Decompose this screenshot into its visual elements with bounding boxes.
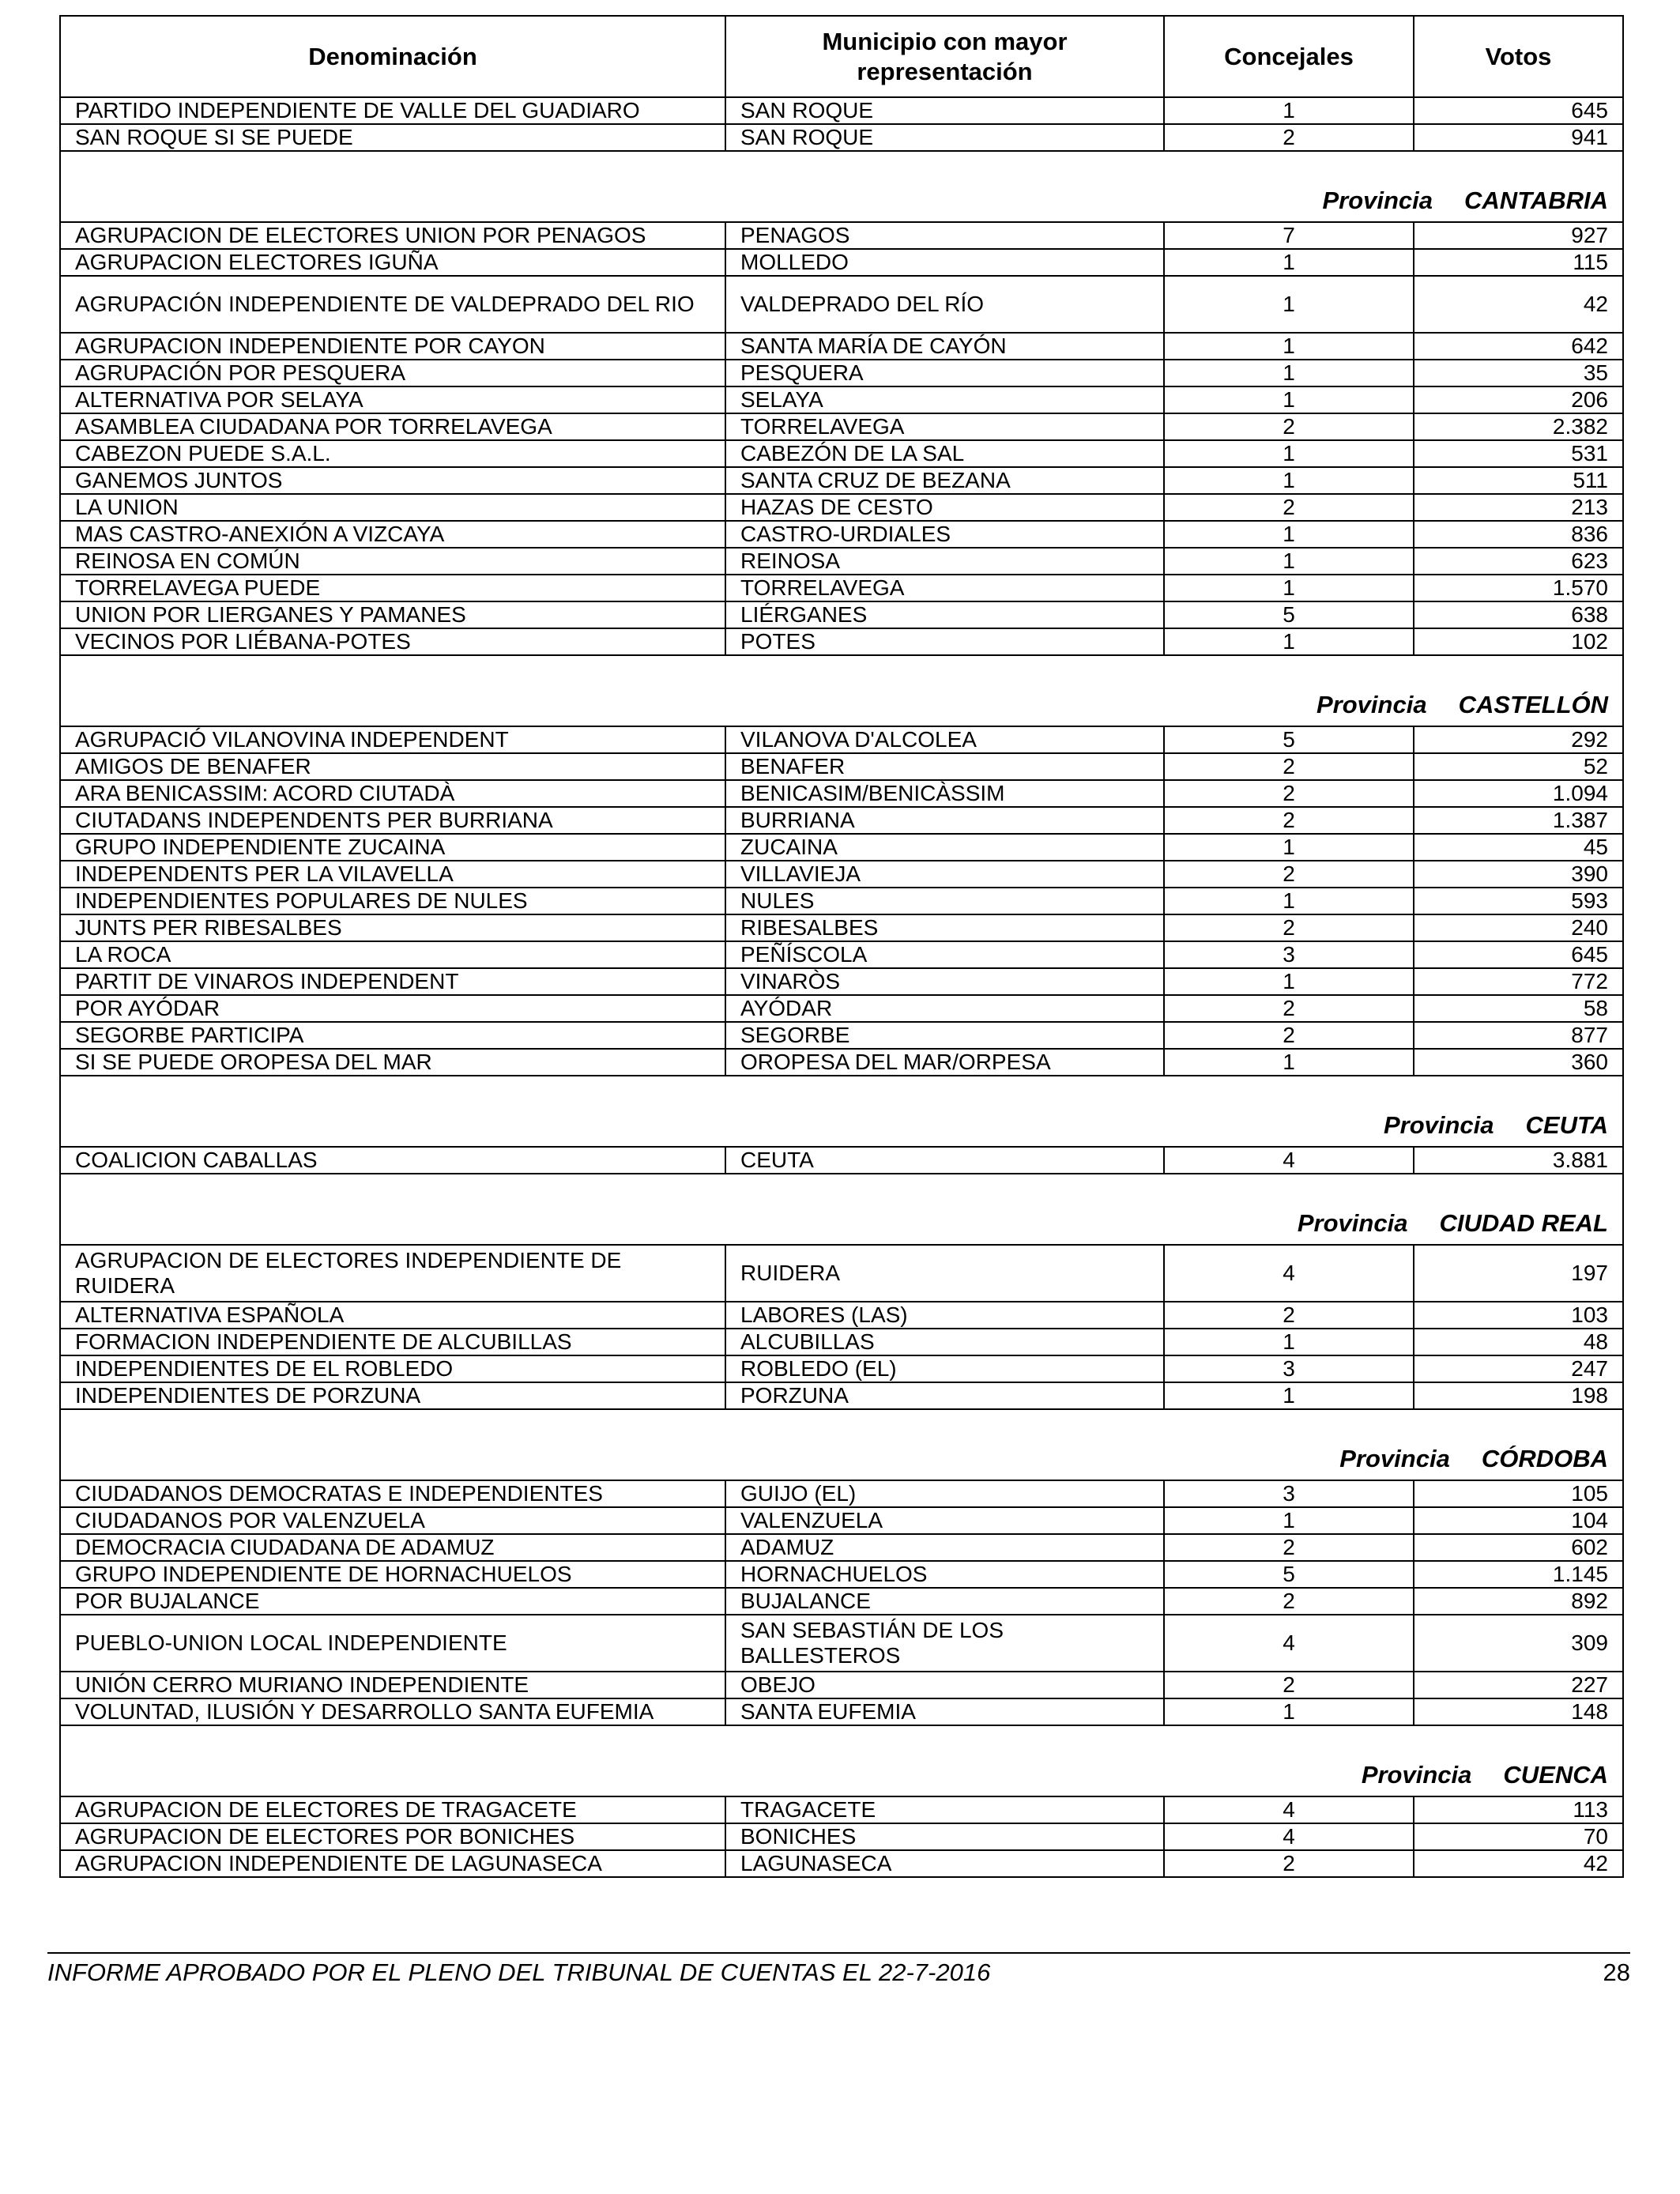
header-concejales: Concejales — [1164, 16, 1414, 97]
cell-votos: 360 — [1414, 1049, 1623, 1076]
table-row — [60, 413, 1623, 440]
province-name: CASTELLÓN — [1458, 691, 1608, 718]
cell-municipio: RUIDERA — [725, 1245, 1164, 1302]
cell-concejales: 1 — [1164, 276, 1414, 333]
table-row — [60, 726, 1623, 753]
cell-municipio: CASTRO-URDIALES — [725, 521, 1164, 548]
cell-concejales: 5 — [1164, 1561, 1414, 1588]
cell-votos: 927 — [1414, 222, 1623, 249]
table-row — [60, 1615, 1623, 1672]
cell-votos: 247 — [1414, 1355, 1623, 1382]
table-row — [60, 1355, 1623, 1382]
cell-concejales: 3 — [1164, 1480, 1414, 1507]
cell-concejales: 2 — [1164, 1672, 1414, 1698]
cell-votos: 1.094 — [1414, 780, 1623, 807]
table-row — [60, 834, 1623, 861]
cell-concejales: 4 — [1164, 1245, 1414, 1302]
cell-denominacion: VECINOS POR LIÉBANA-POTES — [60, 628, 725, 655]
cell-concejales: 4 — [1164, 1823, 1414, 1850]
table-header-row — [60, 16, 1623, 97]
cell-municipio: ZUCAINA — [725, 834, 1164, 861]
cell-denominacion: CIUDADANOS DEMOCRATAS E INDEPENDIENTES — [60, 1480, 725, 1507]
cell-municipio: SAN SEBASTIÁN DE LOS BALLESTEROS — [725, 1615, 1164, 1672]
cell-municipio: GUIJO (EL) — [725, 1480, 1164, 1507]
province-name: CEUTA — [1525, 1111, 1608, 1139]
table-row — [60, 861, 1623, 888]
cell-concejales: 1 — [1164, 968, 1414, 995]
results-table — [59, 15, 1624, 1878]
cell-municipio: OBEJO — [725, 1672, 1164, 1698]
cell-votos: 197 — [1414, 1245, 1623, 1302]
table-row — [60, 494, 1623, 521]
cell-votos: 102 — [1414, 628, 1623, 655]
cell-votos: 48 — [1414, 1329, 1623, 1355]
cell-denominacion: ARA BENICASSIM: ACORD CIUTADÀ — [60, 780, 725, 807]
province-header-row — [60, 655, 1623, 726]
cell-concejales: 1 — [1164, 1698, 1414, 1725]
page-number: 28 — [1603, 1958, 1630, 1986]
cell-denominacion: AGRUPACIÓN INDEPENDIENTE DE VALDEPRADO DEL RIO — [60, 276, 725, 333]
cell-concejales: 1 — [1164, 249, 1414, 276]
cell-votos: 623 — [1414, 548, 1623, 575]
cell-concejales: 2 — [1164, 780, 1414, 807]
cell-votos: 115 — [1414, 249, 1623, 276]
table-row — [60, 1507, 1623, 1534]
cell-concejales: 1 — [1164, 628, 1414, 655]
cell-denominacion: SI SE PUEDE OROPESA DEL MAR — [60, 1049, 725, 1076]
cell-concejales: 1 — [1164, 440, 1414, 467]
province-label: Provincia — [1297, 1209, 1408, 1237]
cell-votos: 70 — [1414, 1823, 1623, 1850]
cell-municipio: PEÑÍSCOLA — [725, 941, 1164, 968]
cell-municipio: VINARÒS — [725, 968, 1164, 995]
cell-concejales: 1 — [1164, 1382, 1414, 1409]
province-label: Provincia — [1361, 1761, 1472, 1789]
table-row — [60, 440, 1623, 467]
cell-municipio: LAGUNASECA — [725, 1850, 1164, 1877]
cell-concejales: 1 — [1164, 1049, 1414, 1076]
cell-denominacion: AGRUPACIÓ VILANOVINA INDEPENDENT — [60, 726, 725, 753]
cell-concejales: 7 — [1164, 222, 1414, 249]
cell-votos: 3.881 — [1414, 1147, 1623, 1174]
cell-municipio: LABORES (LAS) — [725, 1302, 1164, 1329]
cell-municipio: SANTA CRUZ DE BEZANA — [725, 467, 1164, 494]
cell-concejales: 1 — [1164, 360, 1414, 386]
table-row — [60, 1147, 1623, 1174]
province-header-row — [60, 151, 1623, 222]
cell-concejales: 2 — [1164, 861, 1414, 888]
cell-votos: 148 — [1414, 1698, 1623, 1725]
cell-municipio: TRAGACETE — [725, 1796, 1164, 1823]
cell-municipio: ROBLEDO (EL) — [725, 1355, 1164, 1382]
cell-municipio: RIBESALBES — [725, 914, 1164, 941]
cell-municipio: SAN ROQUE — [725, 97, 1164, 124]
cell-denominacion: INDEPENDIENTES DE EL ROBLEDO — [60, 1355, 725, 1382]
cell-concejales: 2 — [1164, 124, 1414, 151]
cell-municipio: SAN ROQUE — [725, 124, 1164, 151]
cell-votos: 593 — [1414, 888, 1623, 914]
cell-denominacion: POR BUJALANCE — [60, 1588, 725, 1615]
cell-votos: 42 — [1414, 1850, 1623, 1877]
province-header-cell — [60, 1409, 1623, 1480]
province-header-row — [60, 1409, 1623, 1480]
cell-concejales: 5 — [1164, 726, 1414, 753]
province-label: Provincia — [1339, 1445, 1450, 1472]
cell-municipio: BUJALANCE — [725, 1588, 1164, 1615]
province-header-cell — [60, 151, 1623, 222]
page-footer — [47, 1952, 1630, 1987]
cell-concejales: 1 — [1164, 1329, 1414, 1355]
cell-denominacion: POR AYÓDAR — [60, 995, 725, 1022]
cell-municipio: VALENZUELA — [725, 1507, 1164, 1534]
cell-votos: 105 — [1414, 1480, 1623, 1507]
cell-denominacion: CIUTADANS INDEPENDENTS PER BURRIANA — [60, 807, 725, 834]
cell-municipio: POTES — [725, 628, 1164, 655]
cell-votos: 511 — [1414, 467, 1623, 494]
cell-votos: 941 — [1414, 124, 1623, 151]
cell-votos: 877 — [1414, 1022, 1623, 1049]
cell-concejales: 1 — [1164, 333, 1414, 360]
cell-municipio: PORZUNA — [725, 1382, 1164, 1409]
cell-denominacion: CIUDADANOS POR VALENZUELA — [60, 1507, 725, 1534]
cell-concejales: 1 — [1164, 834, 1414, 861]
table-row — [60, 222, 1623, 249]
cell-concejales: 2 — [1164, 753, 1414, 780]
cell-concejales: 1 — [1164, 1507, 1414, 1534]
cell-concejales: 2 — [1164, 494, 1414, 521]
cell-votos: 772 — [1414, 968, 1623, 995]
cell-votos: 45 — [1414, 834, 1623, 861]
cell-votos: 206 — [1414, 386, 1623, 413]
cell-municipio: SELAYA — [725, 386, 1164, 413]
table-row — [60, 1796, 1623, 1823]
cell-votos: 227 — [1414, 1672, 1623, 1698]
table-row — [60, 1588, 1623, 1615]
cell-denominacion: GANEMOS JUNTOS — [60, 467, 725, 494]
cell-votos: 390 — [1414, 861, 1623, 888]
table-row — [60, 1022, 1623, 1049]
province-label: Provincia — [1383, 1111, 1494, 1139]
province-header-row — [60, 1076, 1623, 1147]
cell-municipio: LIÉRGANES — [725, 601, 1164, 628]
header-municipio: Municipio con mayor representación — [725, 16, 1164, 97]
cell-concejales: 4 — [1164, 1147, 1414, 1174]
table-row — [60, 968, 1623, 995]
cell-concejales: 1 — [1164, 521, 1414, 548]
table-row — [60, 1329, 1623, 1355]
cell-denominacion: AGRUPACION ELECTORES IGUÑA — [60, 249, 725, 276]
table-row — [60, 780, 1623, 807]
table-row — [60, 1480, 1623, 1507]
table-row — [60, 1049, 1623, 1076]
table-row — [60, 1698, 1623, 1725]
province-name: CANTABRIA — [1464, 187, 1608, 214]
province-header-cell — [60, 1725, 1623, 1796]
cell-denominacion: LA ROCA — [60, 941, 725, 968]
province-label: Provincia — [1317, 691, 1427, 718]
table-row — [60, 548, 1623, 575]
province-name: CIUDAD REAL — [1439, 1209, 1608, 1237]
cell-votos: 198 — [1414, 1382, 1623, 1409]
cell-denominacion: AMIGOS DE BENAFER — [60, 753, 725, 780]
cell-votos: 642 — [1414, 333, 1623, 360]
table-row — [60, 1534, 1623, 1561]
table-row — [60, 97, 1623, 124]
cell-concejales: 1 — [1164, 97, 1414, 124]
cell-concejales: 2 — [1164, 413, 1414, 440]
cell-denominacion: AGRUPACIÓN POR PESQUERA — [60, 360, 725, 386]
table-row — [60, 276, 1623, 333]
cell-votos: 602 — [1414, 1534, 1623, 1561]
cell-denominacion: REINOSA EN COMÚN — [60, 548, 725, 575]
cell-votos: 645 — [1414, 97, 1623, 124]
cell-concejales: 1 — [1164, 386, 1414, 413]
cell-municipio: BENAFER — [725, 753, 1164, 780]
cell-concejales: 2 — [1164, 1302, 1414, 1329]
cell-concejales: 1 — [1164, 575, 1414, 601]
cell-municipio: ADAMUZ — [725, 1534, 1164, 1561]
cell-denominacion: CABEZON PUEDE S.A.L. — [60, 440, 725, 467]
cell-municipio: VALDEPRADO DEL RÍO — [725, 276, 1164, 333]
cell-denominacion: AGRUPACION INDEPENDIENTE POR CAYON — [60, 333, 725, 360]
cell-concejales: 1 — [1164, 467, 1414, 494]
cell-denominacion: MAS CASTRO-ANEXIÓN A VIZCAYA — [60, 521, 725, 548]
province-header-cell — [60, 1076, 1623, 1147]
cell-votos: 1.145 — [1414, 1561, 1623, 1588]
cell-municipio: SEGORBE — [725, 1022, 1164, 1049]
cell-concejales: 4 — [1164, 1615, 1414, 1672]
cell-votos: 645 — [1414, 941, 1623, 968]
cell-concejales: 2 — [1164, 1022, 1414, 1049]
cell-votos: 240 — [1414, 914, 1623, 941]
cell-denominacion: GRUPO INDEPENDIENTE ZUCAINA — [60, 834, 725, 861]
cell-municipio: BENICASIM/BENICÀSSIM — [725, 780, 1164, 807]
province-name: CUENCA — [1503, 1761, 1608, 1789]
cell-denominacion: FORMACION INDEPENDIENTE DE ALCUBILLAS — [60, 1329, 725, 1355]
cell-municipio: SANTA MARÍA DE CAYÓN — [725, 333, 1164, 360]
cell-votos: 892 — [1414, 1588, 1623, 1615]
table-row — [60, 1823, 1623, 1850]
cell-denominacion: INDEPENDIENTES POPULARES DE NULES — [60, 888, 725, 914]
cell-concejales: 3 — [1164, 941, 1414, 968]
cell-municipio: AYÓDAR — [725, 995, 1164, 1022]
cell-denominacion: ASAMBLEA CIUDADANA POR TORRELAVEGA — [60, 413, 725, 440]
cell-denominacion: COALICION CABALLAS — [60, 1147, 725, 1174]
cell-denominacion: UNION POR LIERGANES Y PAMANES — [60, 601, 725, 628]
cell-municipio: HORNACHUELOS — [725, 1561, 1164, 1588]
table-row — [60, 1850, 1623, 1877]
cell-votos: 1.570 — [1414, 575, 1623, 601]
table-row — [60, 941, 1623, 968]
province-header-row — [60, 1725, 1623, 1796]
header-votos: Votos — [1414, 16, 1623, 97]
cell-concejales: 5 — [1164, 601, 1414, 628]
cell-concejales: 2 — [1164, 1588, 1414, 1615]
table-row — [60, 1672, 1623, 1698]
table-row — [60, 1302, 1623, 1329]
results-table-container — [59, 15, 1622, 1878]
cell-denominacion: INDEPENDENTS PER LA VILAVELLA — [60, 861, 725, 888]
cell-denominacion: PARTIT DE VINAROS INDEPENDENT — [60, 968, 725, 995]
table-body — [60, 97, 1623, 1877]
cell-votos: 1.387 — [1414, 807, 1623, 834]
cell-votos: 638 — [1414, 601, 1623, 628]
cell-concejales: 2 — [1164, 1850, 1414, 1877]
cell-municipio: PENAGOS — [725, 222, 1164, 249]
cell-votos: 113 — [1414, 1796, 1623, 1823]
cell-municipio: OROPESA DEL MAR/ORPESA — [725, 1049, 1164, 1076]
cell-municipio: SANTA EUFEMIA — [725, 1698, 1164, 1725]
table-row — [60, 807, 1623, 834]
table-row — [60, 386, 1623, 413]
cell-denominacion: INDEPENDIENTES DE PORZUNA — [60, 1382, 725, 1409]
province-label: Provincia — [1322, 187, 1433, 214]
cell-votos: 103 — [1414, 1302, 1623, 1329]
cell-votos: 292 — [1414, 726, 1623, 753]
table-row — [60, 1245, 1623, 1302]
table-row — [60, 575, 1623, 601]
table-row — [60, 1382, 1623, 1409]
cell-concejales: 2 — [1164, 1534, 1414, 1561]
table-row — [60, 995, 1623, 1022]
cell-votos: 104 — [1414, 1507, 1623, 1534]
table-row — [60, 753, 1623, 780]
cell-denominacion: AGRUPACION DE ELECTORES INDEPENDIENTE DE RUIDERA — [60, 1245, 725, 1302]
table-row — [60, 888, 1623, 914]
cell-municipio: BURRIANA — [725, 807, 1164, 834]
cell-concejales: 2 — [1164, 995, 1414, 1022]
cell-denominacion: ALTERNATIVA POR SELAYA — [60, 386, 725, 413]
table-row — [60, 1561, 1623, 1588]
table-row — [60, 249, 1623, 276]
table-row — [60, 628, 1623, 655]
cell-concejales: 1 — [1164, 888, 1414, 914]
cell-votos: 309 — [1414, 1615, 1623, 1672]
cell-denominacion: AGRUPACION DE ELECTORES POR BONICHES — [60, 1823, 725, 1850]
cell-denominacion: SEGORBE PARTICIPA — [60, 1022, 725, 1049]
cell-municipio: BONICHES — [725, 1823, 1164, 1850]
province-header-cell — [60, 655, 1623, 726]
header-denominacion: Denominación — [60, 16, 725, 97]
cell-municipio: REINOSA — [725, 548, 1164, 575]
cell-concejales: 3 — [1164, 1355, 1414, 1382]
cell-votos: 58 — [1414, 995, 1623, 1022]
cell-votos: 52 — [1414, 753, 1623, 780]
cell-votos: 35 — [1414, 360, 1623, 386]
province-name: CÓRDOBA — [1481, 1445, 1608, 1472]
cell-votos: 836 — [1414, 521, 1623, 548]
cell-denominacion: AGRUPACION DE ELECTORES DE TRAGACETE — [60, 1796, 725, 1823]
cell-denominacion: JUNTS PER RIBESALBES — [60, 914, 725, 941]
province-header-cell — [60, 1174, 1623, 1245]
cell-denominacion: DEMOCRACIA CIUDADANA DE ADAMUZ — [60, 1534, 725, 1561]
cell-denominacion: TORRELAVEGA PUEDE — [60, 575, 725, 601]
footer-text: INFORME APROBADO POR EL PLENO DEL TRIBUNAL DE CUENTAS EL 22-7-2016 — [47, 1958, 991, 1986]
cell-denominacion: SAN ROQUE SI SE PUEDE — [60, 124, 725, 151]
table-row — [60, 467, 1623, 494]
table-row — [60, 333, 1623, 360]
table-row — [60, 914, 1623, 941]
cell-votos: 213 — [1414, 494, 1623, 521]
cell-concejales: 2 — [1164, 807, 1414, 834]
cell-municipio: NULES — [725, 888, 1164, 914]
cell-municipio: TORRELAVEGA — [725, 575, 1164, 601]
cell-denominacion: LA UNION — [60, 494, 725, 521]
table-row — [60, 360, 1623, 386]
cell-denominacion: GRUPO INDEPENDIENTE DE HORNACHUELOS — [60, 1561, 725, 1588]
cell-municipio: MOLLEDO — [725, 249, 1164, 276]
cell-municipio: CABEZÓN DE LA SAL — [725, 440, 1164, 467]
cell-municipio: TORRELAVEGA — [725, 413, 1164, 440]
cell-denominacion: VOLUNTAD, ILUSIÓN Y DESARROLLO SANTA EUFEMIA — [60, 1698, 725, 1725]
cell-denominacion: UNIÓN CERRO MURIANO INDEPENDIENTE — [60, 1672, 725, 1698]
cell-municipio: PESQUERA — [725, 360, 1164, 386]
cell-votos: 42 — [1414, 276, 1623, 333]
cell-concejales: 2 — [1164, 914, 1414, 941]
cell-municipio: VILANOVA D'ALCOLEA — [725, 726, 1164, 753]
cell-concejales: 1 — [1164, 548, 1414, 575]
table-row — [60, 521, 1623, 548]
table-row — [60, 124, 1623, 151]
cell-denominacion: AGRUPACION DE ELECTORES UNION POR PENAGOS — [60, 222, 725, 249]
province-header-row — [60, 1174, 1623, 1245]
cell-municipio: ALCUBILLAS — [725, 1329, 1164, 1355]
cell-denominacion: PUEBLO-UNION LOCAL INDEPENDIENTE — [60, 1615, 725, 1672]
cell-denominacion: PARTIDO INDEPENDIENTE DE VALLE DEL GUADIARO — [60, 97, 725, 124]
cell-municipio: VILLAVIEJA — [725, 861, 1164, 888]
cell-denominacion: ALTERNATIVA ESPAÑOLA — [60, 1302, 725, 1329]
cell-municipio: HAZAS DE CESTO — [725, 494, 1164, 521]
cell-municipio: CEUTA — [725, 1147, 1164, 1174]
cell-votos: 2.382 — [1414, 413, 1623, 440]
cell-votos: 531 — [1414, 440, 1623, 467]
cell-denominacion: AGRUPACION INDEPENDIENTE DE LAGUNASECA — [60, 1850, 725, 1877]
table-row — [60, 601, 1623, 628]
cell-concejales: 4 — [1164, 1796, 1414, 1823]
